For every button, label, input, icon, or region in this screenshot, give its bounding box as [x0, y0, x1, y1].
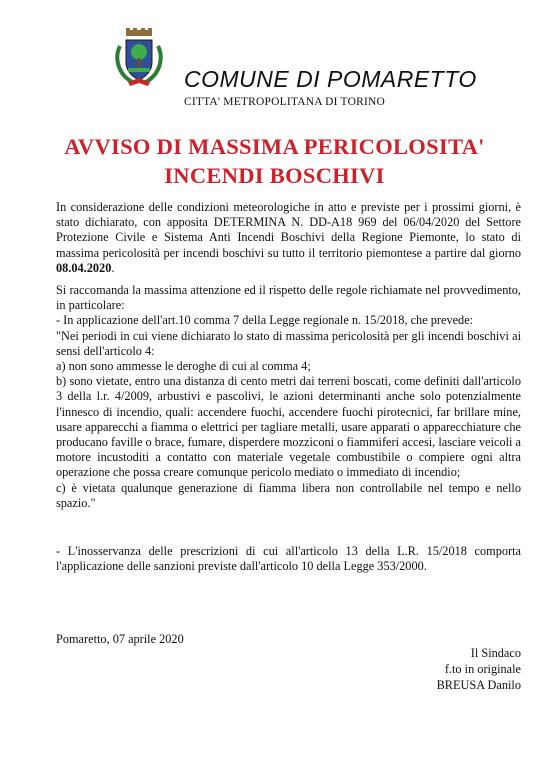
- declaration-date: 08.04.2020: [56, 260, 112, 275]
- paragraph-sanctions: - L'inosservanza delle prescrizioni di cui all'articolo 13 della L.R. 15/2018 comporta l'applicazione delle sanzioni previste dall'articolo 10 della Legge 353/2000.: [56, 544, 521, 574]
- signer-name: BREUSA Danilo: [436, 678, 521, 692]
- notice-title-line2: INCENDI BOSCHIVI: [164, 163, 385, 188]
- declaration-end: .: [111, 260, 115, 275]
- law-quote-intro: "Nei periodi in cui viene dichiarato lo stato di massima pericolosità per gli incendi boschivi ai sensi dell'articolo 4:: [56, 328, 521, 358]
- declaration-text: In considerazione delle condizioni meteorologiche in atto e previste per i prossimi giorni, è stato dichiarato, con apposita DETERMINA N. DD-A18 969 del 06/04/2020 del Settore Protezione Civile e Sistema Anti Incendi Boschivi della Regione Piemonte, lo stato di massima pericolosità per incendi boschivi su tutto il territorio piemontese a partire dal giorno: [56, 200, 521, 260]
- law-item-b: b) sono vietate, entro una distanza di cento metri dai terreni boscati, come definiti dall'articolo 3 della l.r. 4/2009, arbustivi e pascolivi, le azioni determinanti anche solo potenzialmente l'innesco di incendio, quali: accendere fuochi, accendere fuochi pirotecnici, far brillare mine, usare apparecchi a fiamma o elettrici per tagliare metalli, usare apparati o apparecchiature che producano faville o brace, fumare, disperdere mozziconi o fiammiferi accesi, lasciare veicoli a motore incustoditi a contatto con materiale vegetale combustibile o compiere ogni altra operazione che possa creare comunque pericolo mediato o immediato di incendio;: [56, 374, 521, 480]
- municipality-name: COMUNE DI POMARETTO: [184, 66, 477, 92]
- paragraph-recommendations: [56, 283, 521, 511]
- document-date: Pomaretto, 07 aprile 2020: [56, 632, 184, 646]
- signer-role: Il Sindaco: [470, 646, 521, 660]
- recommendation-intro: Si raccomanda la massima attenzione ed il rispetto delle regole richiamate nel provvedimento, in particolare:: [56, 283, 521, 313]
- law-item-c: c) è vietata qualunque generazione di fiamma libera non controllabile nel tempo e nello spazio.": [56, 480, 521, 510]
- law-reference: - In applicazione dell'art.10 comma 7 della Legge regionale n. 15/2018, che prevede:: [56, 313, 474, 328]
- signature-block: [437, 645, 521, 693]
- metropolitan-city: CITTA' METROPOLITANA DI TORINO: [184, 96, 385, 108]
- signature-note: f.to in originale: [444, 662, 521, 676]
- municipal-crest-icon: [114, 28, 164, 88]
- law-item-a: a) non sono ammesse le deroghe di cui al comma 4;: [56, 359, 311, 374]
- notice-title-line1: AVVISO DI MASSIMA PERICOLOSITA': [64, 134, 485, 159]
- paragraph-declaration: [56, 200, 521, 276]
